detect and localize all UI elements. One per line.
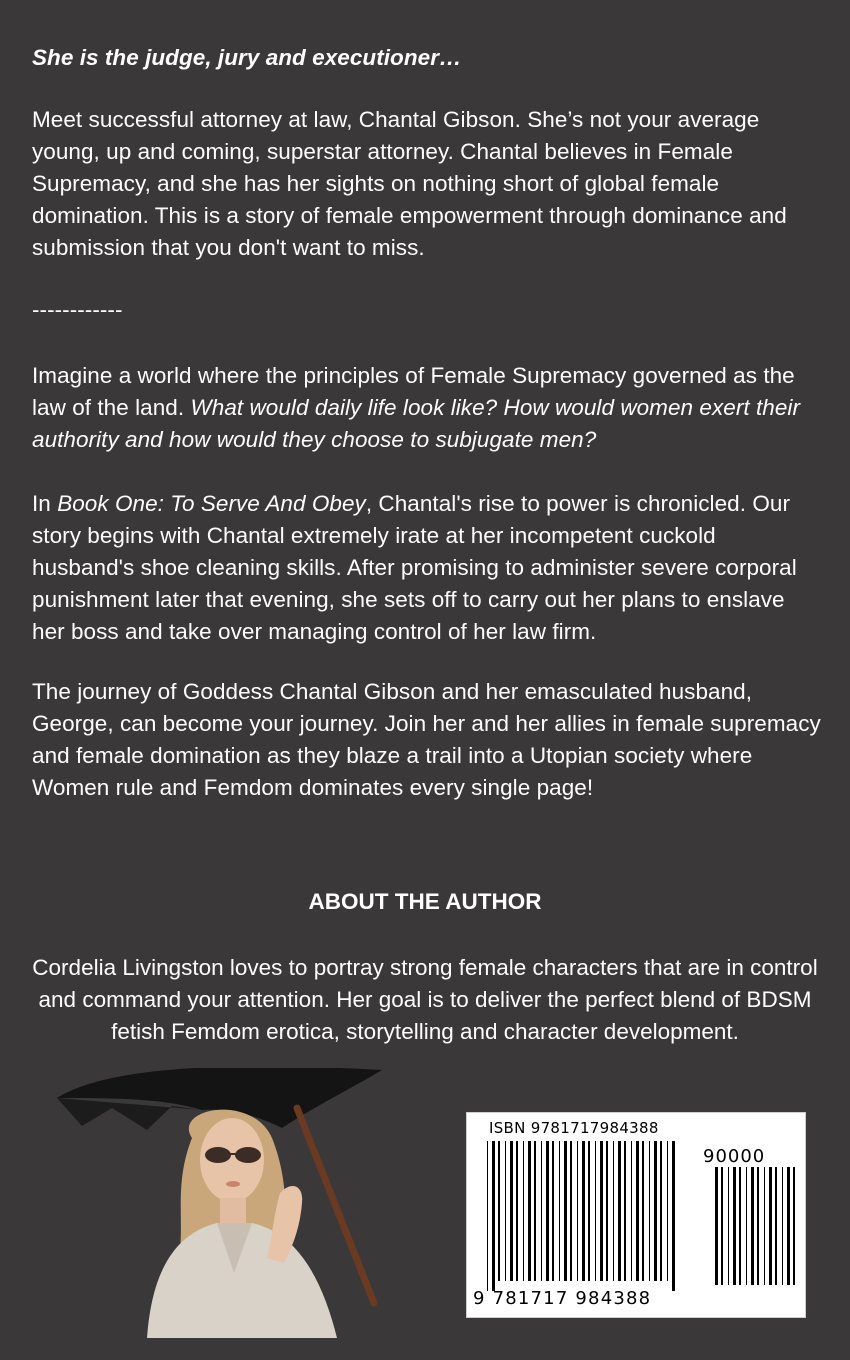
price-code: 90000 <box>703 1146 766 1167</box>
paragraph-2-italic: What would daily life look like? How would women exert their authority and how would they choose to subjugate men? <box>32 395 800 452</box>
barcode-bar <box>546 1141 549 1281</box>
barcode-bar <box>757 1167 759 1285</box>
barcode-bar <box>528 1141 531 1281</box>
tagline: She is the judge, jury and executioner… <box>32 45 462 70</box>
ean-barcode-bars <box>471 1141 681 1291</box>
barcode-bar <box>552 1141 554 1281</box>
synopsis-paragraph-3 <box>32 488 822 648</box>
paragraph-3-prefix: In <box>32 491 51 516</box>
barcode-bar <box>721 1167 723 1285</box>
barcode-bar <box>660 1141 662 1281</box>
isbn-label: ISBN 9781717984388 <box>489 1119 659 1137</box>
barcode-bar <box>739 1167 741 1285</box>
barcode-bar <box>733 1167 736 1285</box>
section-divider: ------------ <box>32 297 123 322</box>
barcode-bar <box>564 1141 567 1281</box>
barcode-bar <box>487 1141 488 1291</box>
synopsis-paragraph-4: The journey of Goddess Chantal Gibson and her emasculated husband, George, can become your journey. Join her and her allies in female supremacy and female domination as they blaze a trail into a Utopian society where Women rule and Femdom dominates every single page! <box>32 679 821 800</box>
synopsis-paragraph-2 <box>32 360 822 456</box>
barcode-bar <box>793 1167 795 1285</box>
barcode-bar <box>588 1141 590 1281</box>
barcode-bar <box>577 1141 578 1281</box>
about-author-heading: ABOUT THE AUTHOR <box>308 889 542 914</box>
barcode-bar <box>672 1141 675 1291</box>
barcode-bar <box>654 1141 657 1281</box>
barcode-bar <box>728 1167 729 1285</box>
barcode-bar <box>667 1141 668 1281</box>
barcode-bar <box>775 1167 777 1285</box>
barcode-bar <box>541 1141 542 1281</box>
barcode-bar <box>769 1167 772 1285</box>
paragraph-2-text: Imagine a world where the principles of Female Supremacy governed as the law of the land. <box>32 363 795 420</box>
barcode-bar <box>631 1141 632 1281</box>
book-title: Book One: To Serve And Obey <box>57 491 366 516</box>
barcode-bar <box>523 1141 524 1281</box>
barcode-bar <box>751 1167 754 1285</box>
barcode-bar <box>570 1141 572 1281</box>
isbn-barcode <box>466 1112 806 1318</box>
barcode-bar <box>782 1167 783 1285</box>
barcode-bar <box>746 1167 747 1285</box>
barcode-bar <box>613 1141 614 1281</box>
price-barcode-bars <box>699 1167 799 1287</box>
barcode-bar <box>492 1141 495 1291</box>
barcode-bar <box>624 1141 626 1281</box>
barcode-bar <box>498 1141 500 1281</box>
about-author-text: Cordelia Livingston loves to portray strong female characters that are in control and command your attention. Her goal is to deliver the perfect blend of BDSM fetish Femdom erotica, storytelling and character development. <box>32 955 818 1044</box>
barcode-bar <box>516 1141 518 1281</box>
barcode-bar <box>764 1167 765 1285</box>
barcode-bar <box>582 1141 585 1281</box>
barcode-bar <box>649 1141 650 1281</box>
barcode-bar <box>510 1141 513 1281</box>
barcode-bar <box>600 1141 603 1281</box>
barcode-bar <box>636 1141 639 1281</box>
barcode-bar <box>787 1167 790 1285</box>
barcode-bar <box>595 1141 596 1281</box>
isbn-digits: 9 781717 984388 <box>473 1288 652 1309</box>
barcode-bar <box>715 1167 718 1285</box>
barcode-bar <box>559 1141 560 1281</box>
barcode-bar <box>606 1141 608 1281</box>
barcode-bar <box>618 1141 621 1281</box>
barcode-bar <box>534 1141 536 1281</box>
barcode-bar <box>505 1141 506 1281</box>
synopsis-paragraph-1: Meet successful attorney at law, Chantal Gibson. She’s not your average young, up and coming, superstar attorney. Chantal believes in Female Supremacy, and she has her sights on nothing short of global female domination. This is a story of female empowerment through dominance and submission that you don't want to miss. <box>32 107 787 260</box>
paragraph-3-text: , Chantal's rise to power is chronicled. Our story begins with Chantal extremely irate at her incompetent cuckold husband's shoe cleaning skills. After promising to administer severe corporal punishment later that evening, she sets off to carry out her plans to enslave her boss and take over managing control of her law firm. <box>32 491 797 644</box>
barcode-bar <box>642 1141 644 1281</box>
author-photo <box>52 1068 402 1338</box>
